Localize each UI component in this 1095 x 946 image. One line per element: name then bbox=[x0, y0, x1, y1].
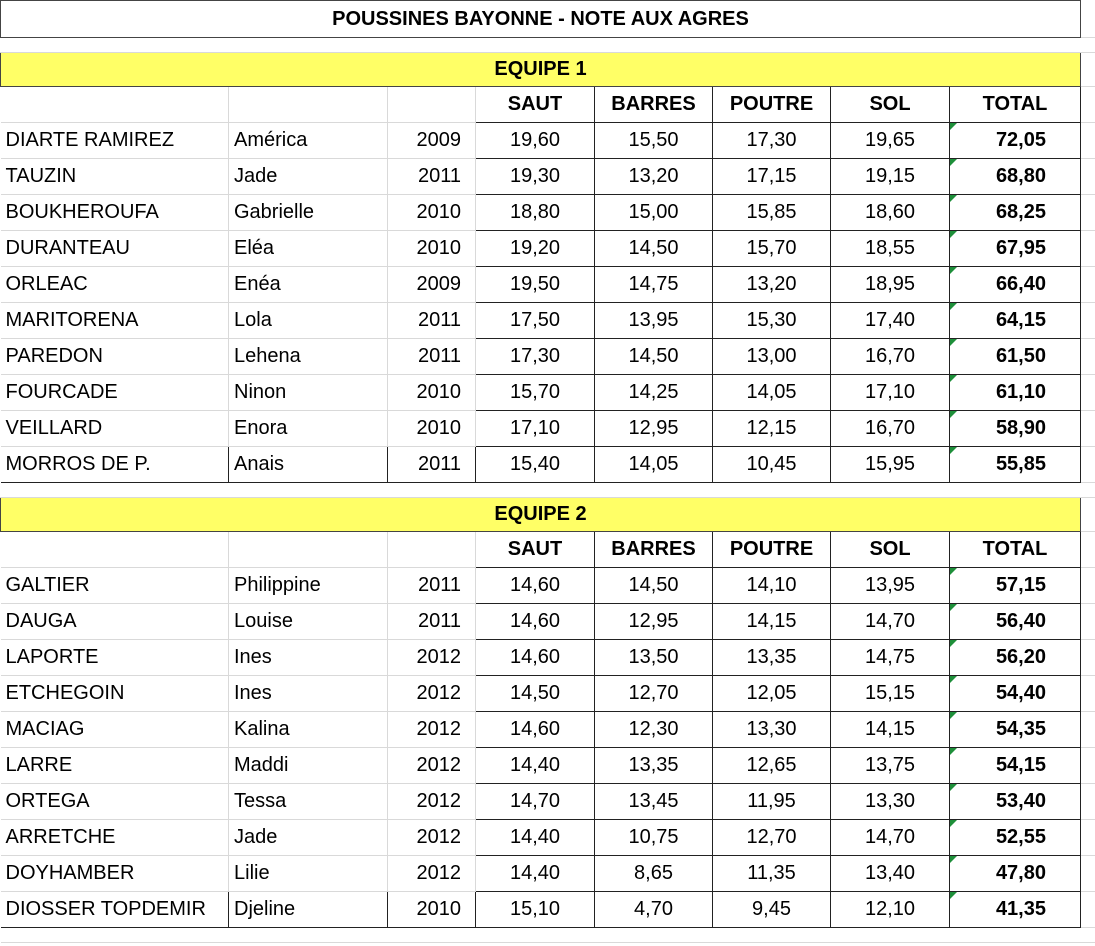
cell-poutre[interactable]: 13,20 bbox=[713, 267, 831, 303]
cell-total[interactable]: 54,40 bbox=[950, 676, 1081, 712]
empty-header-cell[interactable] bbox=[1, 532, 229, 568]
cell-sol[interactable]: 18,60 bbox=[831, 195, 950, 231]
spare-cell[interactable] bbox=[1081, 892, 1095, 928]
cell-annee[interactable]: 2012 bbox=[388, 712, 476, 748]
spare-cell[interactable] bbox=[1081, 748, 1095, 784]
table-row bbox=[1, 640, 1095, 676]
cell-annee[interactable]: 2011 bbox=[388, 339, 476, 375]
cell-saut[interactable]: 19,30 bbox=[476, 159, 595, 195]
spare-cell[interactable] bbox=[1081, 123, 1095, 159]
cell-saut[interactable]: 17,50 bbox=[476, 303, 595, 339]
cell-nom[interactable]: VEILLARD bbox=[1, 411, 229, 447]
cell-saut[interactable]: 14,60 bbox=[476, 604, 595, 640]
cell-annee[interactable]: 2011 bbox=[388, 303, 476, 339]
cell-prenom[interactable]: Anais bbox=[229, 447, 388, 483]
cell-saut[interactable]: 14,60 bbox=[476, 712, 595, 748]
cell-poutre[interactable]: 14,15 bbox=[713, 604, 831, 640]
table-row bbox=[1, 231, 1095, 267]
spare-cell[interactable] bbox=[1081, 676, 1095, 712]
spare-cell[interactable] bbox=[1081, 604, 1095, 640]
cell-annee[interactable]: 2009 bbox=[388, 267, 476, 303]
cell-sol[interactable]: 19,65 bbox=[831, 123, 950, 159]
cell-poutre[interactable]: 12,05 bbox=[713, 676, 831, 712]
cell-total[interactable]: 56,20 bbox=[950, 640, 1081, 676]
table-row bbox=[1, 676, 1095, 712]
cell-prenom[interactable]: Djeline bbox=[229, 892, 388, 928]
cell-annee[interactable]: 2012 bbox=[388, 748, 476, 784]
table-row bbox=[1, 748, 1095, 784]
cell-poutre[interactable]: 14,05 bbox=[713, 375, 831, 411]
table-row bbox=[1, 712, 1095, 748]
cell-total[interactable]: 53,40 bbox=[950, 784, 1081, 820]
cell-annee[interactable]: 2012 bbox=[388, 676, 476, 712]
cell-sol[interactable]: 17,10 bbox=[831, 375, 950, 411]
cell-saut[interactable]: 14,50 bbox=[476, 676, 595, 712]
cell-saut[interactable]: 14,70 bbox=[476, 784, 595, 820]
cell-poutre[interactable]: 15,85 bbox=[713, 195, 831, 231]
cell-poutre[interactable]: 9,45 bbox=[713, 892, 831, 928]
column-header-poutre[interactable]: POUTRE bbox=[713, 87, 831, 123]
cell-saut[interactable]: 14,60 bbox=[476, 640, 595, 676]
table-row bbox=[1, 447, 1095, 483]
cell-total[interactable]: 72,05 bbox=[950, 123, 1081, 159]
cell-annee[interactable]: 2012 bbox=[388, 640, 476, 676]
empty-header-cell[interactable] bbox=[388, 87, 476, 123]
cell-nom[interactable]: DIOSSER TOPDEMIR bbox=[1, 892, 229, 928]
column-header-sol[interactable]: SOL bbox=[831, 532, 950, 568]
cell-saut[interactable]: 19,50 bbox=[476, 267, 595, 303]
cell-poutre[interactable]: 10,45 bbox=[713, 447, 831, 483]
cell-barres[interactable]: 12,95 bbox=[595, 604, 713, 640]
cell-total[interactable]: 41,35 bbox=[950, 892, 1081, 928]
cell-sol[interactable]: 15,15 bbox=[831, 676, 950, 712]
cell-prenom[interactable]: Kalina bbox=[229, 712, 388, 748]
cell-sol[interactable]: 18,95 bbox=[831, 267, 950, 303]
spare-cell[interactable] bbox=[1081, 784, 1095, 820]
column-header-saut[interactable]: SAUT bbox=[476, 87, 595, 123]
cell-total[interactable]: 58,90 bbox=[950, 411, 1081, 447]
cell-barres[interactable]: 4,70 bbox=[595, 892, 713, 928]
sheet-title[interactable]: POUSSINES BAYONNE - NOTE AUX AGRES bbox=[1, 1, 1081, 38]
cell-sol[interactable]: 14,70 bbox=[831, 604, 950, 640]
spare-cell[interactable] bbox=[1081, 532, 1095, 568]
spare-cell[interactable] bbox=[1081, 87, 1095, 123]
table-row bbox=[1, 123, 1095, 159]
cell-sol[interactable]: 13,95 bbox=[831, 568, 950, 604]
cell-total[interactable]: 67,95 bbox=[950, 231, 1081, 267]
spare-cell[interactable] bbox=[1081, 195, 1095, 231]
cell-poutre[interactable]: 13,00 bbox=[713, 339, 831, 375]
spacer-row bbox=[1, 38, 1095, 53]
column-header-poutre[interactable]: POUTRE bbox=[713, 532, 831, 568]
cell-sol[interactable]: 12,10 bbox=[831, 892, 950, 928]
cell-sol[interactable]: 18,55 bbox=[831, 231, 950, 267]
column-header-sol[interactable]: SOL bbox=[831, 87, 950, 123]
cell-sol[interactable]: 13,75 bbox=[831, 748, 950, 784]
spare-cell[interactable] bbox=[1081, 820, 1095, 856]
cell-poutre[interactable]: 15,30 bbox=[713, 303, 831, 339]
cell-sol[interactable]: 19,15 bbox=[831, 159, 950, 195]
cell-sol[interactable]: 14,15 bbox=[831, 712, 950, 748]
cell-total[interactable]: 57,15 bbox=[950, 568, 1081, 604]
spare-cell[interactable] bbox=[1081, 159, 1095, 195]
cell-annee[interactable]: 2010 bbox=[388, 231, 476, 267]
cell-nom[interactable]: DAUGA bbox=[1, 604, 229, 640]
cell-poutre[interactable]: 12,70 bbox=[713, 820, 831, 856]
cell-barres[interactable]: 12,95 bbox=[595, 411, 713, 447]
cell-barres[interactable]: 13,20 bbox=[595, 159, 713, 195]
empty-header-cell[interactable] bbox=[388, 532, 476, 568]
cell-prenom[interactable]: Louise bbox=[229, 604, 388, 640]
team-name[interactable]: EQUIPE 2 bbox=[1, 498, 1081, 532]
table-row bbox=[1, 604, 1095, 640]
cell-nom[interactable]: MORROS DE P. bbox=[1, 447, 229, 483]
cell-barres[interactable]: 8,65 bbox=[595, 856, 713, 892]
cell-barres[interactable]: 13,95 bbox=[595, 303, 713, 339]
cell-annee[interactable]: 2010 bbox=[388, 195, 476, 231]
cell-poutre[interactable]: 17,30 bbox=[713, 123, 831, 159]
table-row bbox=[1, 267, 1095, 303]
cell-nom[interactable]: LARRE bbox=[1, 748, 229, 784]
cell-sol[interactable]: 16,70 bbox=[831, 339, 950, 375]
empty-header-cell[interactable] bbox=[229, 87, 388, 123]
cell-prenom[interactable]: Ines bbox=[229, 640, 388, 676]
cell-barres[interactable]: 13,45 bbox=[595, 784, 713, 820]
cell-saut[interactable]: 14,40 bbox=[476, 748, 595, 784]
cell-annee[interactable]: 2010 bbox=[388, 411, 476, 447]
spare-cell[interactable] bbox=[1081, 498, 1095, 532]
spare-cell[interactable] bbox=[1081, 411, 1095, 447]
cell-poutre[interactable]: 17,15 bbox=[713, 159, 831, 195]
cell-saut[interactable]: 15,40 bbox=[476, 447, 595, 483]
cell-barres[interactable]: 13,50 bbox=[595, 640, 713, 676]
cell-barres[interactable]: 10,75 bbox=[595, 820, 713, 856]
cell-annee[interactable]: 2011 bbox=[388, 604, 476, 640]
cell-prenom[interactable]: Lilie bbox=[229, 856, 388, 892]
cell-saut[interactable]: 19,20 bbox=[476, 231, 595, 267]
cell-saut[interactable]: 17,30 bbox=[476, 339, 595, 375]
cell-prenom[interactable]: Tessa bbox=[229, 784, 388, 820]
cell-saut[interactable]: 14,40 bbox=[476, 820, 595, 856]
cell-poutre[interactable]: 12,15 bbox=[713, 411, 831, 447]
cell-total[interactable]: 55,85 bbox=[950, 447, 1081, 483]
team-banner-row bbox=[1, 498, 1095, 532]
cell-poutre[interactable]: 13,30 bbox=[713, 712, 831, 748]
cell-sol[interactable]: 14,70 bbox=[831, 820, 950, 856]
table-row bbox=[1, 375, 1095, 411]
header-row bbox=[1, 87, 1095, 123]
cell-poutre[interactable]: 11,95 bbox=[713, 784, 831, 820]
table-row bbox=[1, 339, 1095, 375]
cell-saut[interactable]: 14,40 bbox=[476, 856, 595, 892]
column-header-barres[interactable]: BARRES bbox=[595, 532, 713, 568]
team-banner-row bbox=[1, 53, 1095, 87]
cell-barres[interactable]: 14,75 bbox=[595, 267, 713, 303]
cell-poutre[interactable]: 11,35 bbox=[713, 856, 831, 892]
cell-nom[interactable]: ORTEGA bbox=[1, 784, 229, 820]
cell-annee[interactable]: 2012 bbox=[388, 784, 476, 820]
spare-cell[interactable] bbox=[1081, 640, 1095, 676]
table-row bbox=[1, 159, 1095, 195]
cell-nom[interactable]: FOURCADE bbox=[1, 375, 229, 411]
table-row bbox=[1, 820, 1095, 856]
cell-annee[interactable]: 2012 bbox=[388, 856, 476, 892]
cell-sol[interactable]: 14,75 bbox=[831, 640, 950, 676]
cell-barres[interactable]: 14,25 bbox=[595, 375, 713, 411]
table-row bbox=[1, 411, 1095, 447]
cell-prenom[interactable]: Eléa bbox=[229, 231, 388, 267]
spare-cell[interactable] bbox=[1081, 231, 1095, 267]
empty-header-cell[interactable] bbox=[1, 87, 229, 123]
cell-total[interactable]: 61,10 bbox=[950, 375, 1081, 411]
cell-nom[interactable]: PAREDON bbox=[1, 339, 229, 375]
cell-prenom[interactable]: Enora bbox=[229, 411, 388, 447]
cell-nom[interactable]: DURANTEAU bbox=[1, 231, 229, 267]
cell-annee[interactable]: 2012 bbox=[388, 820, 476, 856]
cell-prenom[interactable]: Maddi bbox=[229, 748, 388, 784]
cell-sol[interactable]: 17,40 bbox=[831, 303, 950, 339]
cell-nom[interactable]: BOUKHEROUFA bbox=[1, 195, 229, 231]
cell-total[interactable]: 68,80 bbox=[950, 159, 1081, 195]
cell-total[interactable]: 61,50 bbox=[950, 339, 1081, 375]
cell-saut[interactable]: 17,10 bbox=[476, 411, 595, 447]
cell-nom[interactable]: LAPORTE bbox=[1, 640, 229, 676]
table-row bbox=[1, 892, 1095, 928]
cell-prenom[interactable]: Philippine bbox=[229, 568, 388, 604]
header-row bbox=[1, 532, 1095, 568]
cell-barres[interactable]: 14,05 bbox=[595, 447, 713, 483]
spare-cell[interactable] bbox=[1081, 447, 1095, 483]
spare-cell[interactable] bbox=[1081, 1, 1095, 38]
cell-total[interactable]: 64,15 bbox=[950, 303, 1081, 339]
cell-saut[interactable]: 15,70 bbox=[476, 375, 595, 411]
cell-poutre[interactable]: 12,65 bbox=[713, 748, 831, 784]
cell-nom[interactable]: ARRETCHE bbox=[1, 820, 229, 856]
table-row bbox=[1, 303, 1095, 339]
column-header-total[interactable]: TOTAL bbox=[950, 532, 1081, 568]
cell-total[interactable]: 52,55 bbox=[950, 820, 1081, 856]
spare-cell[interactable] bbox=[1081, 568, 1095, 604]
cell-prenom[interactable]: Enéa bbox=[229, 267, 388, 303]
cell-prenom[interactable]: Lola bbox=[229, 303, 388, 339]
cell-sol[interactable]: 13,30 bbox=[831, 784, 950, 820]
cell-poutre[interactable]: 14,10 bbox=[713, 568, 831, 604]
spare-cell[interactable] bbox=[1081, 303, 1095, 339]
column-header-total[interactable]: TOTAL bbox=[950, 87, 1081, 123]
cell-nom[interactable]: ETCHEGOIN bbox=[1, 676, 229, 712]
spare-cell[interactable] bbox=[1081, 712, 1095, 748]
cell-annee[interactable]: 2011 bbox=[388, 159, 476, 195]
cell-annee[interactable]: 2010 bbox=[388, 375, 476, 411]
spare-cell[interactable] bbox=[1081, 375, 1095, 411]
spare-cell[interactable] bbox=[1081, 339, 1095, 375]
spacer-row bbox=[1, 928, 1095, 943]
column-header-barres[interactable]: BARRES bbox=[595, 87, 713, 123]
cell-nom[interactable]: DOYHAMBER bbox=[1, 856, 229, 892]
cell-barres[interactable]: 14,50 bbox=[595, 231, 713, 267]
cell-saut[interactable]: 15,10 bbox=[476, 892, 595, 928]
cell-annee[interactable]: 2011 bbox=[388, 568, 476, 604]
cell-sol[interactable]: 16,70 bbox=[831, 411, 950, 447]
cell-barres[interactable]: 15,00 bbox=[595, 195, 713, 231]
cell-prenom[interactable]: Gabrielle bbox=[229, 195, 388, 231]
cell-prenom[interactable]: Jade bbox=[229, 820, 388, 856]
cell-total[interactable]: 54,35 bbox=[950, 712, 1081, 748]
cell-total[interactable]: 66,40 bbox=[950, 267, 1081, 303]
cell-barres[interactable]: 14,50 bbox=[595, 339, 713, 375]
cell-prenom[interactable]: Ninon bbox=[229, 375, 388, 411]
cell-sol[interactable]: 13,40 bbox=[831, 856, 950, 892]
cell-saut[interactable]: 14,60 bbox=[476, 568, 595, 604]
cell-nom[interactable]: MACIAG bbox=[1, 712, 229, 748]
team-name[interactable]: EQUIPE 1 bbox=[1, 53, 1081, 87]
cell-total[interactable]: 54,15 bbox=[950, 748, 1081, 784]
cell-saut[interactable]: 19,60 bbox=[476, 123, 595, 159]
cell-barres[interactable]: 12,30 bbox=[595, 712, 713, 748]
cell-barres[interactable]: 13,35 bbox=[595, 748, 713, 784]
cell-nom[interactable]: GALTIER bbox=[1, 568, 229, 604]
cell-saut[interactable]: 18,80 bbox=[476, 195, 595, 231]
spare-cell[interactable] bbox=[1081, 856, 1095, 892]
cell-poutre[interactable]: 15,70 bbox=[713, 231, 831, 267]
empty-header-cell[interactable] bbox=[229, 532, 388, 568]
cell-barres[interactable]: 12,70 bbox=[595, 676, 713, 712]
cell-prenom[interactable]: Jade bbox=[229, 159, 388, 195]
cell-total[interactable]: 56,40 bbox=[950, 604, 1081, 640]
cell-nom[interactable]: ORLEAC bbox=[1, 267, 229, 303]
spare-cell[interactable] bbox=[1081, 267, 1095, 303]
cell-barres[interactable]: 15,50 bbox=[595, 123, 713, 159]
cell-total[interactable]: 68,25 bbox=[950, 195, 1081, 231]
cell-annee[interactable]: 2009 bbox=[388, 123, 476, 159]
cell-nom[interactable]: TAUZIN bbox=[1, 159, 229, 195]
spare-cell[interactable] bbox=[1081, 53, 1095, 87]
cell-prenom[interactable]: América bbox=[229, 123, 388, 159]
table-row bbox=[1, 784, 1095, 820]
cell-nom[interactable]: DIARTE RAMIREZ bbox=[1, 123, 229, 159]
cell-annee[interactable]: 2011 bbox=[388, 447, 476, 483]
cell-annee[interactable]: 2010 bbox=[388, 892, 476, 928]
cell-sol[interactable]: 15,95 bbox=[831, 447, 950, 483]
cell-poutre[interactable]: 13,35 bbox=[713, 640, 831, 676]
spacer-row bbox=[1, 483, 1095, 498]
cell-prenom[interactable]: Lehena bbox=[229, 339, 388, 375]
table-row bbox=[1, 856, 1095, 892]
table-row bbox=[1, 568, 1095, 604]
table-row bbox=[1, 195, 1095, 231]
column-header-saut[interactable]: SAUT bbox=[476, 532, 595, 568]
cell-barres[interactable]: 14,50 bbox=[595, 568, 713, 604]
cell-total[interactable]: 47,80 bbox=[950, 856, 1081, 892]
cell-prenom[interactable]: Ines bbox=[229, 676, 388, 712]
cell-nom[interactable]: MARITORENA bbox=[1, 303, 229, 339]
